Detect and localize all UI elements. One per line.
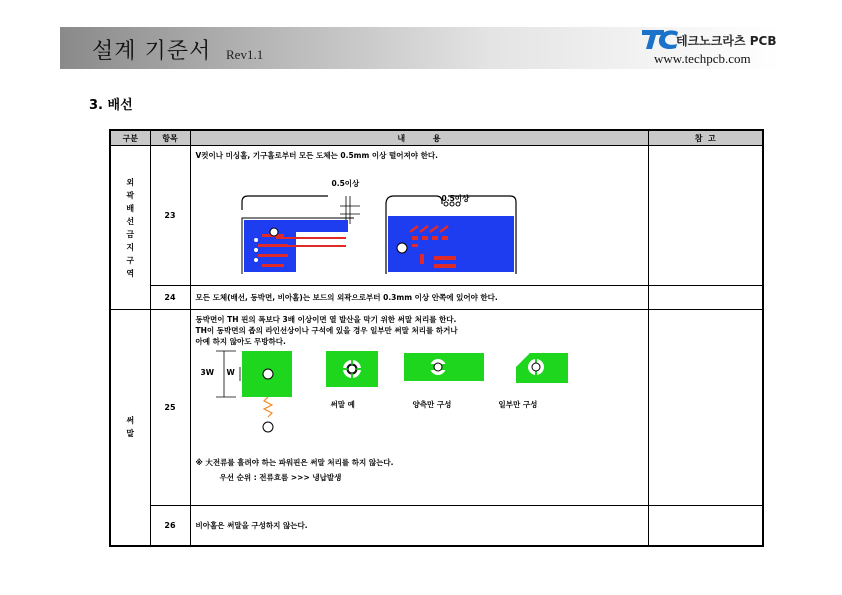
item-text-line: TH이 동박면의 좁의 라인선상이나 구석에 있을 경우 일부만 써말 처리를 하거나 [195, 326, 458, 335]
section-title: 3. 배선 [89, 98, 133, 113]
item-number: 25 [150, 310, 190, 506]
width-w-label: W [226, 368, 235, 377]
category-label: 외 곽 배 선 금 지 구 역 [126, 177, 135, 278]
caption-thermal-example: 써말 예 [330, 400, 355, 409]
clearance-label-1: 0.5이상 [331, 179, 360, 188]
thermal-relief-illustration [196, 347, 576, 451]
thermal-figure [196, 347, 643, 451]
design-standard-table [109, 129, 764, 547]
company-name: 테크노크라츠 PCB [676, 34, 777, 48]
category-outline-forbidden [110, 146, 150, 310]
item-number: 24 [150, 286, 190, 310]
category-thermal [110, 310, 150, 546]
item-text-line: 동박면이 TH 핀의 폭보다 3배 이상이면 열 발산을 막기 위한 써말 처리를 한다. [195, 315, 457, 324]
clearance-figure [196, 164, 643, 274]
clearance-label-2: 0.5이상 [441, 194, 470, 203]
revision-label: Rev1.1 [226, 47, 264, 62]
page-title: 설계 기준서 [92, 39, 212, 64]
priority-text: 우선 순위 : 전류흐름 >>> 냉납발생 [219, 473, 342, 482]
item-content [190, 146, 648, 286]
item-content [190, 286, 648, 310]
category-label: 써 말 [126, 416, 135, 439]
table-row [110, 286, 763, 310]
item-note [648, 506, 763, 546]
item-text: 모든 도체(배선, 동박면, 비아홀)는 보드의 외곽으로부터 0.3mm 이상 안쪽에 있어야 한다. [195, 293, 498, 302]
item-text: V컷이나 미싱홀, 기구홀로부터 모든 도체는 0.5mm 이상 떨어져야 한다. [195, 151, 438, 160]
logo-mark-icon [640, 27, 680, 51]
header-category: 구분 [110, 130, 150, 146]
item-number: 26 [150, 506, 190, 546]
item-content [190, 310, 648, 506]
pcb-clearance-illustration [236, 174, 566, 274]
item-content [190, 506, 648, 546]
caption-both-sides: 양측만 구성 [412, 400, 452, 409]
company-website: www.techpcb.com [654, 51, 751, 66]
header-note: 참 고 [648, 130, 763, 146]
table-row [110, 146, 763, 286]
table-row [110, 310, 763, 506]
remark-text: ※ 大전류를 흘려야 하는 파워핀은 써말 처리를 하지 않는다. [195, 458, 394, 467]
item-text-line: 아예 하지 않아도 무방하다. [195, 337, 286, 346]
width-3w-label: 3W [200, 368, 214, 377]
item-text: 비아홀은 써말을 구성하지 않는다. [195, 520, 308, 530]
company-logo [640, 27, 780, 69]
header-item: 항목 [150, 130, 190, 146]
caption-partial: 일부만 구성 [498, 400, 538, 409]
item-note [648, 146, 763, 286]
item-note [648, 286, 763, 310]
table-row [110, 506, 763, 546]
item-note [648, 310, 763, 506]
header-content: 내 용 [190, 130, 648, 146]
table-header-row [110, 130, 763, 146]
item-number: 23 [150, 146, 190, 286]
